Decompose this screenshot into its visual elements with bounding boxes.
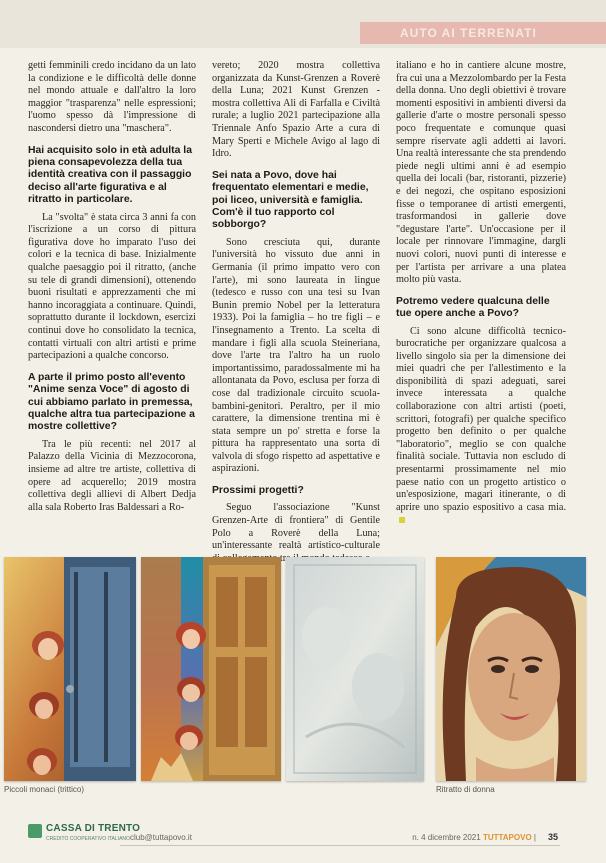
- question-heading: Prossimi progetti?: [212, 485, 304, 497]
- paragraph-text: Ci sono alcune difficoltà tecnico-burocratiche per organizzare qualcosa a livello singolo sia per la dimensione dei miei quadri che per l'allestimento e la disponibilità di spazi adeguati, sarei invece interessata a qualche collaborazione con altri artisti (poeti, scrittori, fotografi) per qualche specifico progetto ben definito o per qualche "laboratorio", meglio se con qualche finalità sociale. Tuttavia non escludo di presentarmi prossimamente nel mio paese natio con un progetto artistico o un'esposizione, magari itinerante, o di aprire uno spazio espositivo a casa mia.: [396, 325, 566, 513]
- column-1: [28, 60, 196, 545]
- painting-portrait-woman: [436, 557, 586, 781]
- painting-monks-faded-3: [286, 557, 424, 781]
- painting-monks-door-1: [4, 557, 136, 781]
- column-2: [212, 60, 380, 564]
- column-3: [396, 60, 566, 545]
- bank-logo-icon: [28, 824, 42, 838]
- paragraph: Sono cresciuta qui, durante l'università ho vissuto due anni in Germania (il primo impatto vero con l'arte), mi sono laureata in lingue (tedesco e russo con una tesi su Ivan Bunin premio Nobel per la letteratura 1933). Poi la famiglia – ho tre figli – e l'insegnamento a Trento. La scelta di mandare i figli alla scuola Steineriana, dove l'arte tra l'altro ha un ruolo importantissimo, paradossalmente mi ha allontanata da Povo, esclusa per forza di cose dal tradizionale circuito scuola-bambini-genitori. Peraltro, per il mio carattere, la dimensione trentina mi è stata sempre un po' stretta e forse la pittura ha rappresentato una sorta di valvola di sfogo rispetto ad aspettative e aspirazioni.: [212, 236, 380, 475]
- magazine-brand: TUTTAPOVO: [482, 833, 532, 842]
- paragraph: Tra le più recenti: nel 2017 al Palazzo della Vicinia di Mezzocorona, insieme ad altre tre artiste, collettiva di opere ad acquerello; 2019 mostra collettiva degli allievi di Albert Dedja alla sala Roberto Iras Baldessari a Ro-: [28, 438, 196, 513]
- painting-triptych-panel-1: [4, 557, 136, 781]
- paragraph: Seguo l'associazione "Kunst Grenzen-Arte di frontiera" di Gentile Polo a Roverè della Luna; un'interessante realtà artistico-culturale tra: [212, 502, 380, 564]
- painting-monks-door-2: [141, 557, 281, 781]
- paragraph: italiano e ho in cantiere alcune mostre, fra cui una a Mezzolombardo per la Festa della donna. Uno degli obiettivi è trovare momenti espositivi in ambienti diversi da gallerie d'arte o mostre personali spesso poco frequentate e comunque quasi sempre riservate agli addetti ai lavori. Una realtà interessante che sta prendendo piede negli ultimi anni è ad esempio quella dei locali (bar, ristoranti, pizzerie) e dei negozi, che ospitano esposizioni fisse o temporanee di artisti emergenti, trasformandosi in gallerie dove "degustare l'arte". Un'occasione per il locale per rinnovare l'immagine, dargli nuovi colori, nuovi punti di interesse e per l'artista per arrivare a una platea molto più vasta.: [396, 60, 566, 286]
- question-heading: A parte il primo posto all'evento "Anime senza Voce" di agosto di cui abbiamo parlato in premessa, qualche altra tua partecipazione a mostre collettive?: [28, 371, 195, 433]
- bank-name: CASSA DI TRENTO: [46, 823, 141, 834]
- page-number: 35: [547, 832, 558, 842]
- paragraph: La "svolta" è stata circa 3 anni fa con l'iscrizione a un corso di pittura figurativa dove ho imparato l'uso dei colori e la tecnica di base. Inizialmente qualche paesaggio poi il ritratto, (anche su tele di grandi dimensioni), ottenendo buoni risultati e apprezzamenti che mi hanno incoraggiata a continuare. Quindi, soprattutto durante il lockdown, esercizi continui dove ho consolidato la tecnica, contatti virtuali con altri artisti e prime partecipazioni a qualche concorso.: [28, 211, 196, 362]
- end-mark-icon: [399, 517, 405, 523]
- paragraph: getti femminili credo incidano da un lato la condizione e le difficoltà delle donne nel mondo attuale e dall'altro la loro maggior "trasparenza" nelle espressioni; l'uomo spesso dà l'impressione di nascondersi dietro una "maschera".: [28, 60, 196, 134]
- question-heading: Potremo vedere qualcuna delle tue opere anche a Povo?: [396, 295, 550, 320]
- section-tab: AUTO AI TERRENATI: [360, 22, 606, 44]
- question-heading: Sei nata a Povo, dove hai frequentato elementari e medie, poi liceo, università e famiglia. Com'è il tuo rapporto col sobborgo?: [212, 169, 369, 231]
- painting-triptych-panel-3: [286, 557, 424, 781]
- paragraph: vereto; 2020 mostra collettiva organizzata da Kunst-Grenzen a Roverè della Luna; 2021 Kunst Grenzen - mostra collettiva Ali di Farfalla e Civiltà rurale; a luglio 2021 partecipazione alla Triennale Anfo Spazio Arte a cura di Mary Sperti e Michele Avigo al lago di Idro.: [212, 60, 380, 160]
- issue-date: n. 4 dicembre 2021: [412, 833, 481, 842]
- question-heading: Hai acquisito solo in età adulta la piena consapevolezza della tua identità creativa con il passaggio deciso all'arte figurativa e al ritratto in particolare.: [28, 144, 192, 206]
- contact-email[interactable]: club@tuttapovo.it: [130, 833, 192, 842]
- paragraph: [396, 326, 566, 528]
- caption-triptych: Piccoli monaci (trittico): [4, 785, 85, 794]
- bank-subtitle: CREDITO COOPERATIVO ITALIANO: [46, 836, 130, 842]
- caption-portrait: Ritratto di donna: [436, 785, 495, 794]
- artwork-gallery: [0, 557, 606, 794]
- footer-divider: [120, 845, 560, 846]
- portrait-woman-figure: [436, 557, 586, 781]
- issue-info: n. 4 dicembre 2021 TUTTAPOVO |: [412, 833, 536, 842]
- painting-triptych-panel-2: [141, 557, 281, 781]
- article-body: [0, 60, 606, 564]
- page-footer: [0, 820, 606, 863]
